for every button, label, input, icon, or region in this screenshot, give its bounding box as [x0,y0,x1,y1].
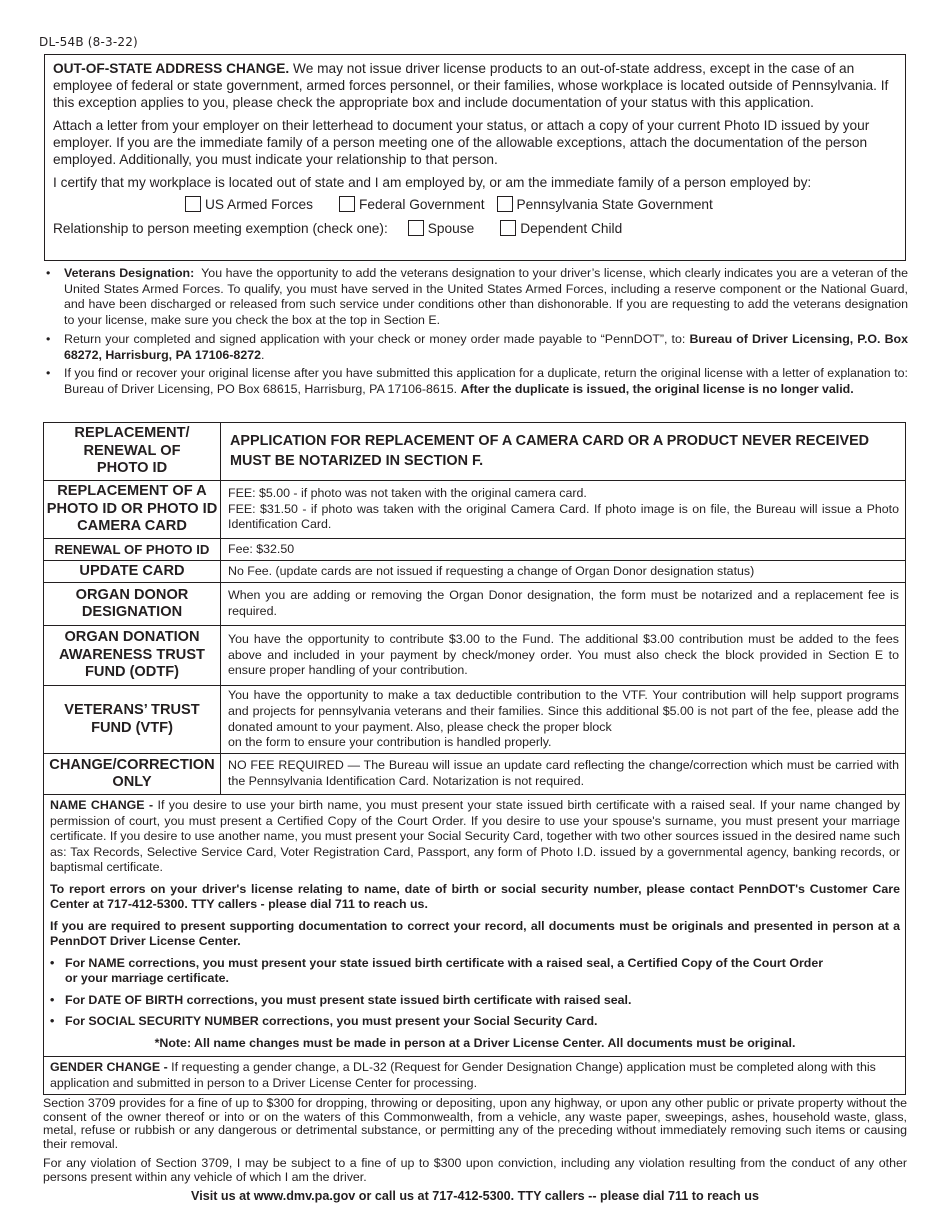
fee-line-1: FEE: $5.00 - if photo was not taken with the original camera card. [228,486,587,501]
gender-change-label: GENDER CHANGE - [50,1060,168,1074]
oos-heading: OUT-OF-STATE ADDRESS CHANGE. [53,61,290,76]
veterans-label: Veterans Designation: [64,266,195,280]
dob-correction-item: For DATE OF BIRTH corrections, you must present state issued birth certificate with raised seal. [65,992,632,1007]
row-text-update-card: No Fee. (update cards are not issued if requesting a change of Organ Donor designation status) [228,563,755,578]
row-label-change-correction: CHANGE/CORRECTION ONLY [44,754,221,794]
form-id: DL-54B (8-3-22) [39,35,138,49]
return-end: . [261,347,265,362]
gender-change-text: If requesting a gender change, a DL-32 (Request for Gender Designation Change) application must be completed along with this application and submitted in person to a Driver License Center for processing. [50,1060,876,1090]
list-item [50,993,900,1009]
relationship-label: Relationship to person meeting exemption (check one): [53,220,388,236]
table-row [44,583,905,626]
gender-change-section [43,1056,906,1095]
row-text-change-correction: NO FEE REQUIRED — The Bureau will issue an update card reflecting the change/correction which must be carried with the Pennsylvania Identification Card. Notarization is not required. [228,758,899,788]
us-armed-forces-label: US Armed Forces [205,196,314,212]
recover-text: If you find or recover your original license after you have submitted this application for a duplicate, return the original license with a letter of explanation to: Bureau of Driver Licensing, PO Box 68615, Harrisburg, PA 17106-8615. [64,366,908,396]
bullet-icon: • [50,1014,55,1028]
oos-paragraph-3: I certify that my workplace is located out of state and I am employed by, or am the immediate family of a person employed by: [53,175,812,190]
name-correction-item: For NAME corrections, you must present your state issued birth certificate with a raised seal, a Certified Copy of the Court Order or your marriage certificate. [65,955,824,985]
row-text-odtf: You have the opportunity to contribute $3.00 to the Fund. The additional $3.00 contribution must be added to the fees above and included in your payment by check/money order. You must also check the block provided in Section E to ensure proper handling of your contribution. [228,632,899,678]
us-armed-forces-checkbox[interactable] [185,196,201,212]
spouse-checkbox[interactable] [408,220,424,236]
spouse-label: Spouse [427,220,475,236]
oos-text-1: We may not issue driver license products to an out-of-state address, except in the case of an employee of federal or state government, armed forces personnel, or their families, whose workplace is located outside of Pennsylvania. If this exception applies to you, please check the appropriate box and include documentation of your status with this application. [53,61,889,110]
table-header-right: APPLICATION FOR REPLACEMENT OF A CAMERA CARD OR A PRODUCT NEVER RECEIVED MUST BE NOTARIZED IN SECTION F. [230,433,870,469]
row-label-organ-donor: ORGAN DONOR DESIGNATION [44,583,221,625]
report-errors-text: To report errors on your driver's license relating to name, date of birth or social security number, please contact PennDOT's Customer Care Center at 717-412-5300. TTY callers - please dial 711 to reach us. [50,881,900,911]
table-header-row [44,423,905,481]
bullet-icon: • [46,266,51,280]
section-3709-text: Section 3709 provides for a fine of up to $300 for dropping, throwing or depositing, upon any highway, or upon any other public or private property without the consent of the owner thereof or into or on the waters of this Commonwealth, from a vehicle, any waste paper, sweepings, ashes, household waste, glass, metal, refuse or rubbish or any dangerous or detrimental substance, or permitting any of the preceding without immediately removing such items or causing their removal. [43,1096,907,1151]
name-change-section [43,794,906,1057]
documentation-required-text: If you are required to present supporting documentation to correct your record, all documents must be originals and presented in person at a PennDOT Driver License Center. [50,918,900,948]
instructions-list [44,266,908,401]
out-of-state-section [44,54,906,261]
list-item [50,956,900,987]
fee-line-2: FEE: $31.50 - if photo was taken with the original Camera Card. If photo image is on file, the Bureau will issue a Photo Identification Card. [228,501,899,532]
oos-paragraph-2: Attach a letter from your employer on their letterhead to document your status, or attach a copy of your current Photo ID issued by your employer. If you are the immediate family of a person meeting one of the allowable exceptions, attach the documentation of the person employed. Additionally, you must indicate your relationship to that person. [53,118,870,167]
ssn-correction-item: For SOCIAL SECURITY NUMBER corrections, you must present your Social Security Card. [65,1014,598,1028]
return-text: Return your completed and signed application with your check or money order made payable to “PennDOT”, to: [64,331,686,346]
dependent-child-label: Dependent Child [520,220,623,236]
bullet-icon: • [46,331,51,346]
bullet-icon: • [46,366,51,381]
name-change-note: *Note: All name changes must be made in person at a Driver License Center. All documents must be original. [154,1035,796,1050]
row-text-renewal: Fee: $32.50 [228,541,295,556]
list-item [50,1014,900,1030]
relationship-row [53,217,897,239]
list-item [44,366,908,397]
row-label-replacement: REPLACEMENT OF A PHOTO ID OR PHOTO ID CAMERA CARD [44,481,221,538]
veterans-text: You have the opportunity to add the veterans designation to your driver’s license, which clearly indicates you are a veteran of the United States Armed Forces. To qualify, you must have served in the United States Armed Forces, including a reserve component or the National Guard, and have been discharged or released from such service under conditions other than dishonorable. If you are requesting to add the veterans designation to your license, make sure you check the box at the top in Section E. [64,266,909,328]
row-text-organ-donor: When you are adding or removing the Organ Donor designation, the form must be notarized and a replacement fee is required. [228,588,899,618]
list-item [44,332,908,363]
table-header-left: REPLACEMENT/ RENEWAL OF PHOTO ID [44,423,221,480]
recover-bold: After the duplicate is issued, the original license is no longer valid. [460,381,854,396]
footer-contact: Visit us at www.dmv.pa.gov or call us at 717-412-5300. TTY callers -- please dial 711 to reach us [191,1189,759,1203]
pa-state-government-label: Pennsylvania State Government [516,196,713,212]
row-label-renewal: RENEWAL OF PHOTO ID [44,539,221,560]
row-label-vtf: VETERANS’ TRUST FUND (VTF) [44,686,221,753]
bullet-icon: • [50,955,55,970]
name-change-paragraph [50,798,900,876]
fee-table [43,422,906,795]
table-row [44,561,905,583]
federal-government-checkbox[interactable] [339,196,355,212]
table-row [44,539,905,561]
list-item [44,266,908,329]
name-change-text: If you desire to use your birth name, you must present your state issued birth certificate with a raised seal. If your name changed by permission of court, you must present a Certified Copy of the Court Order. If you desire to use your spouse's surname, you must present your marriage certificate. If you desire to use another name, you must present your Social Security Card, together with two other sources issued in the desired name such as: Tax Records, Selective Service Card, Voter Registration Card, Passport, any form of Photo I.D. issued by a governmental agency, banking records, or baptismal certificate. [50,798,900,874]
return-address: Bureau of Driver Licensing, P.O. Box 68272, Harrisburg, PA 17106-8272 [64,331,908,362]
row-label-update-card: UPDATE CARD [44,561,221,582]
dependent-child-checkbox[interactable] [500,220,516,236]
bullet-icon: • [50,992,55,1007]
row-label-odtf: ORGAN DONATION AWARENESS TRUST FUND (ODTF) [44,626,221,685]
table-row [44,481,905,539]
vtf-line-2: on the form to ensure your contribution is handled properly. [228,735,552,750]
vtf-line-1: You have the opportunity to make a tax deductible contribution to the VTF. Your contribution will help support programs and projects for pennsylvania veterans and their families. Since this additional $5.00 is not part of the fee, please add the donated amount to your payment. Also, please check the proper block [228,688,899,734]
name-change-label: NAME CHANGE - [50,798,154,812]
table-row [44,686,905,754]
row-text-vtf [221,686,905,753]
oos-paragraph-1 [53,60,897,111]
employer-options [53,193,897,215]
federal-government-label: Federal Government [359,196,485,212]
row-text-replacement [221,481,905,538]
table-row [44,754,905,794]
violation-text: For any violation of Section 3709, I may be subject to a fine of up to $300 upon conviction, including any violation resulting from the conduct of any other persons present within any vehicle of which I am the driver. [43,1156,907,1184]
pa-state-government-checkbox[interactable] [497,196,513,212]
table-row [44,626,905,686]
